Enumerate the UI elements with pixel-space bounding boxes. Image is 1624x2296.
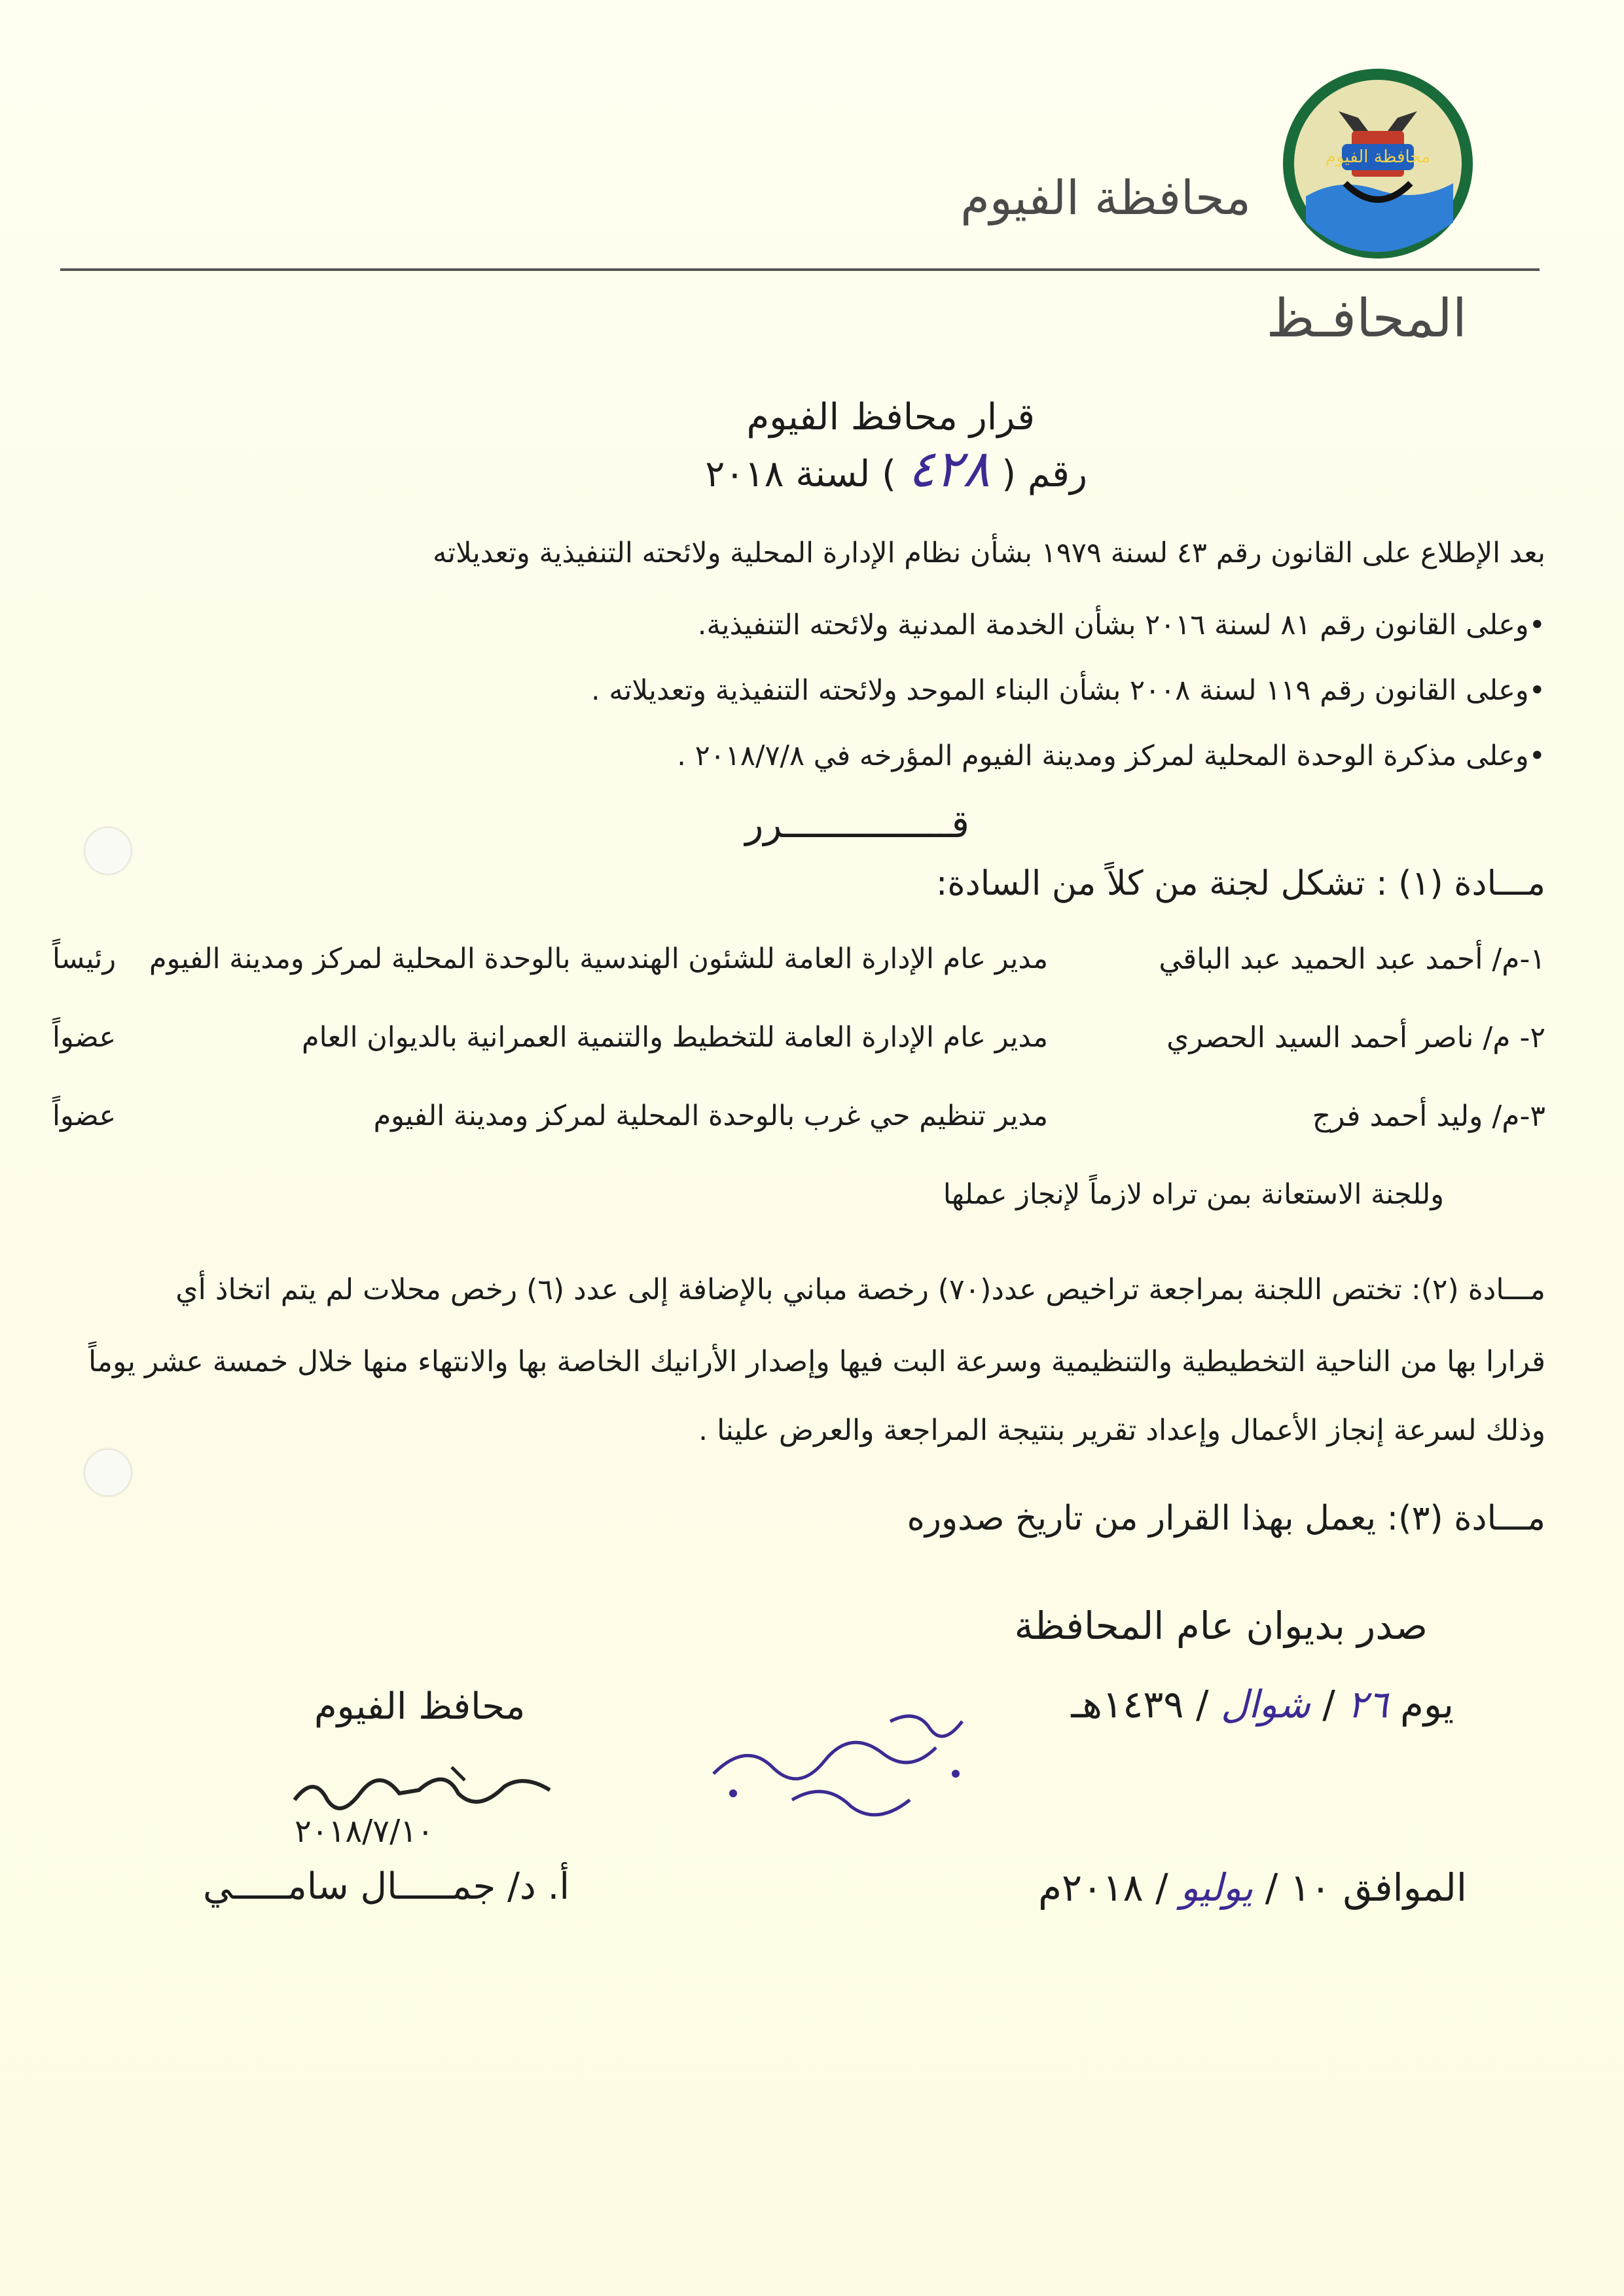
article-2-line: وذلك لسرعة إنجاز الأعمال وإعداد تقرير بنتيجة المراجعة والعرض علينا . (698, 1414, 1545, 1447)
issued-at: صدر بديوان عام المحافظة (1014, 1604, 1428, 1648)
governorate-seal-logo (1280, 65, 1476, 262)
logo-text: محافظة الفيوم (1325, 147, 1431, 167)
hijri-prefix: يوم (1399, 1682, 1454, 1727)
handwritten-initials (694, 1702, 982, 1839)
preamble-line: •وعلى القانون رقم ٨١ لسنة ٢٠١٦ بشأن الخدمة المدنية ولائحته التنفيذية. (697, 609, 1545, 641)
article-2-line: مـــادة (٢): تختص اللجنة بمراجعة تراخيص عدد(٧٠) رخصة مباني بالإضافة إلى عدد (٦) رخص محلات لم يتم اتخاذ أي (175, 1273, 1545, 1306)
article-2-line: قرارا بها من الناحية التخطيطية والتنظيمية وسرعة البت فيها وإصدار الأرانيك الخاصة بها والانتهاء منها خلال خمسة عشر يوماً (88, 1345, 1545, 1378)
member-role: مدير تنظيم حي غرب بالوحدة المحلية لمركز ومدينة الفيوم (373, 1100, 1048, 1132)
preamble-line: •وعلى القانون رقم ١١٩ لسنة ٢٠٠٨ بشأن البناء الموحد ولائحته التنفيذية وتعديلاته . (591, 674, 1545, 707)
member-role: مدير عام الإدارة العامة للتخطيط والتنمية العمرانية بالديوان العام (302, 1021, 1048, 1054)
greg-month: يوليو (1180, 1865, 1254, 1910)
hijri-date: يوم ٢٦ / شوال / ١٤٣٩هـ (1071, 1682, 1454, 1727)
greg-year: / ٢٠١٨م (1038, 1865, 1168, 1910)
member-name: ٣-م/ وليد أحمد فرج (1312, 1100, 1545, 1133)
decree-number-handwritten: ٤٢٨ (907, 440, 990, 499)
signature-date: ٢٠١٨/٧/١٠ (295, 1813, 434, 1850)
article-1-heading: مـــادة (١) : تشكل لجنة من كلاً من السادة: (935, 864, 1545, 903)
member-position: عضواً (52, 1100, 117, 1132)
office-title: المحافـظ (1266, 288, 1467, 349)
preamble-line: •وعلى مذكرة الوحدة المحلية لمركز ومدينة الفيوم المؤرخه في ٢٠١٨/٧/٨ . (677, 740, 1545, 772)
member-name: ٢- م/ ناصر أحمد السيد الحصري (1166, 1021, 1545, 1054)
member-position: عضواً (52, 1021, 117, 1054)
preamble-line: بعد الإطلاع على القانون رقم ٤٣ لسنة ١٩٧٩ بشأن نظام الإدارة المحلية ولائحته التنفيذية وتعديلاته (433, 537, 1545, 569)
member-position: رئيساً (52, 942, 117, 975)
committee-assistance-note: وللجنة الاستعانة بمن تراه لازماً لإنجاز عملها (943, 1178, 1444, 1211)
decree-title: قرار محافظ الفيوم (746, 396, 1035, 439)
header-divider (60, 268, 1540, 271)
punch-hole (85, 1450, 131, 1496)
decree-number-prefix: رقم ( (1001, 453, 1087, 495)
governorate-name: محافظة الفيوم (960, 170, 1251, 225)
decree-number-suffix: ) لسنة ٢٠١٨ (705, 453, 896, 495)
member-role: مدير عام الإدارة العامة للشئون الهندسية بالوحدة المحلية لمركز ومدينة الفيوم (149, 942, 1048, 975)
article-3: مـــادة (٣): يعمل بهذا القرار من تاريخ صدوره (907, 1499, 1545, 1538)
decides-heading: قـــــــــــــــرر (745, 802, 969, 846)
greg-prefix: الموافق ١٠ / (1265, 1865, 1467, 1910)
hijri-year: / ١٤٣٩هـ (1071, 1682, 1209, 1727)
signatory-title: محافظ الفيوم (314, 1685, 526, 1728)
member-name: ١-م/ أحمد عبد الحميد عبد الباقي (1159, 942, 1545, 976)
punch-hole (85, 828, 131, 874)
hijri-month: شوال (1220, 1682, 1310, 1727)
decree-number-line (705, 440, 1087, 499)
gregorian-date (1038, 1865, 1467, 1910)
hijri-day: ٢٦ (1347, 1682, 1388, 1727)
signatory-name: أ. د/ جمـــــال سامـــــي (203, 1865, 570, 1908)
